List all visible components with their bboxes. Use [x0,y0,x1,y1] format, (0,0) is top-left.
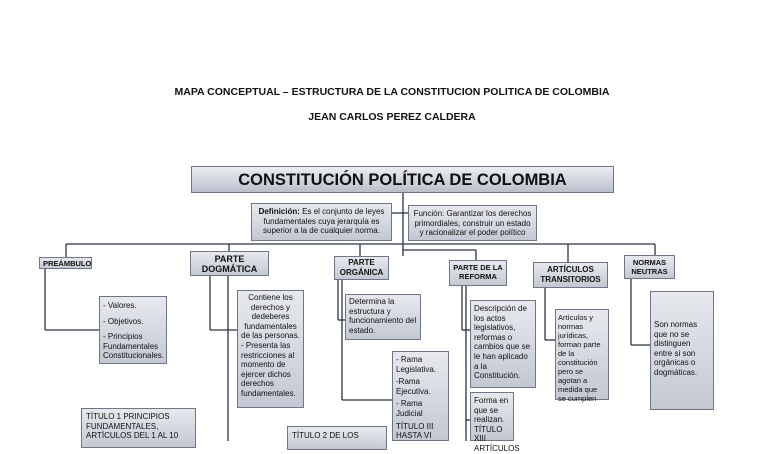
preambulo-item: - Principios Fundamentales Constitucionales. [103,332,164,361]
dogmatica-desc-2: - Presenta las restricciones al momento de ejercer dichos derechos fundamentales. [241,340,296,398]
function-box: Función: Garantizar los derechos primordiales, construir un estado y racionalizar el poder político [408,205,537,241]
organica-titulo: TÍTULO III HASTA VI [396,421,434,441]
branch-organica: PARTE ORGÁNICA [334,256,389,280]
organica-ramas-box [392,351,449,441]
branch-neutras: NORMAS NEUTRAS [624,255,675,279]
dogmatica-titulo-1: TÍTULO 1 PRINCIPIOS FUNDAMENTALES, ARTÍCULOS DEL 1 AL 10 [81,408,196,448]
neutras-desc-box: Son normas que no se distinguen entre si son orgánicas o dogmáticas. [650,291,714,410]
preambulo-item: - Objetivos. [103,316,144,326]
map-title-box: CONSTITUCIÓN POLÍTICA DE COLOMBIA [191,166,614,193]
branch-preambulo: PREÁMBULO [39,257,92,269]
doc-header-title: MAPA CONCEPTUAL – ESTRUCTURA DE LA CONSTITUCION POLITICA DE COLOMBIA [174,86,610,98]
organica-rama: -Rama Ejecutiva. [396,377,431,396]
dogmatica-desc-box [237,290,304,408]
preambulo-items-box [99,296,167,364]
preambulo-item: - Valores. [103,301,137,310]
branch-transitorios: ARTÍCULOS TRANSITORIOS [533,262,608,288]
organica-rama: - Rama Judicial [396,399,423,418]
reforma-desc-box: Descripción de los actos legislativos, reformas o cambios que se le han aplicado a la Constitución. [470,300,536,388]
definition-label: Definición: [258,207,300,216]
organica-rama: - Rama Legislativa. [396,355,437,374]
branch-dogmatica: PARTE DOGMÁTICA [190,251,269,276]
reforma-forma-box: Forma en que se realizan. TÍTULO XIII ARTÍCULOS [470,392,514,441]
transitorios-desc-box: Artículos y normas jurídicas, forman parte de la constitución pero se agotan a medida que se cumplen [555,309,609,400]
organica-desc-box: Determina la estructura y funcionamiento del estado. [345,294,421,340]
definition-box [251,203,392,241]
dogmatica-titulo-2: TÍTULO 2 DE LOS [287,426,387,450]
branch-reforma: PARTE DE LA REFORMA [449,260,507,286]
doc-header-author: JEAN CARLOS PEREZ CALDERA [308,111,476,123]
definition-text: Es el conjunto de leyes fundamentales cuya jerarquía es superior a la de cualquier norma. [263,207,385,236]
dogmatica-desc: Contiene los derechos y dedeberes fundamentales de las personas. [241,293,300,341]
